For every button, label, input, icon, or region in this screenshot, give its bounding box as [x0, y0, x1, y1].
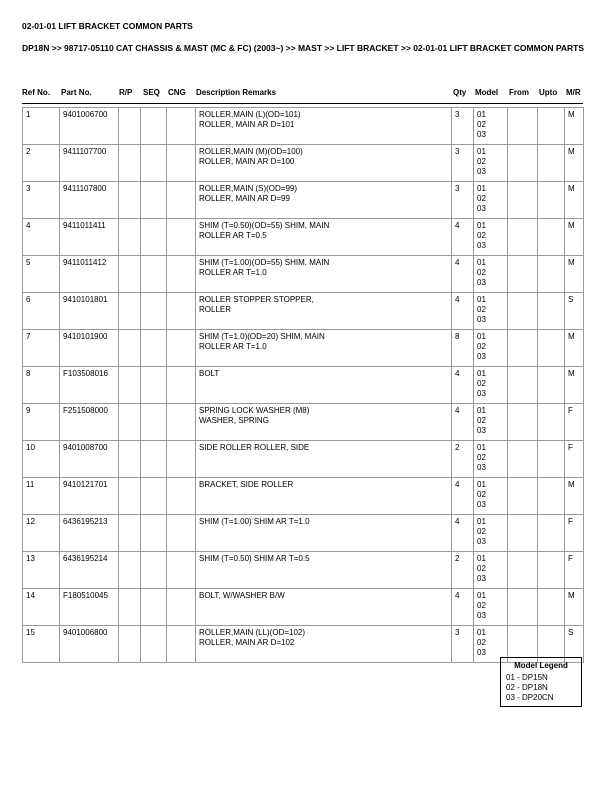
part-no: F180510045	[60, 589, 119, 626]
cng-cell	[167, 478, 196, 515]
ref-no: 7	[23, 330, 60, 367]
ref-no: 4	[23, 219, 60, 256]
model: 01 02 03	[474, 478, 508, 515]
from-cell	[508, 219, 538, 256]
cng-cell	[167, 145, 196, 182]
cng-cell	[167, 293, 196, 330]
mr: M	[565, 367, 584, 404]
header-divider	[22, 103, 583, 104]
part-no: 9411011411	[60, 219, 119, 256]
seq-cell	[141, 441, 167, 478]
from-cell	[508, 108, 538, 145]
rp-cell	[119, 182, 141, 219]
part-no: 9411011412	[60, 256, 119, 293]
ref-no: 10	[23, 441, 60, 478]
rp-cell	[119, 515, 141, 552]
seq-cell	[141, 626, 167, 663]
model: 01 02 03	[474, 589, 508, 626]
model-legend	[500, 657, 582, 707]
seq-cell	[141, 515, 167, 552]
header-desc: Description Remarks	[196, 88, 277, 97]
upto-cell	[538, 552, 565, 589]
rp-cell	[119, 404, 141, 441]
part-no: 9410101801	[60, 293, 119, 330]
model: 01 02 03	[474, 145, 508, 182]
cng-cell	[167, 626, 196, 663]
seq-cell	[141, 256, 167, 293]
qty: 4	[452, 515, 474, 552]
mr: M	[565, 330, 584, 367]
page-title: 02-01-01 LIFT BRACKET COMMON PARTS	[22, 21, 193, 31]
upto-cell	[538, 441, 565, 478]
seq-cell	[141, 552, 167, 589]
description: SHIM (T=0.50) SHIM AR T=0.5	[196, 552, 452, 589]
legend-item: 03 - DP20CN	[506, 693, 554, 702]
ref-no: 2	[23, 145, 60, 182]
ref-no: 9	[23, 404, 60, 441]
table-row	[23, 330, 584, 367]
model: 01 02 03	[474, 367, 508, 404]
cng-cell	[167, 108, 196, 145]
description: ROLLER,MAIN (L)(OD=101) ROLLER, MAIN AR D=101	[196, 108, 452, 145]
model: 01 02 03	[474, 108, 508, 145]
description: SHIM (T=1.00)(OD=55) SHIM, MAIN ROLLER AR T=1.0	[196, 256, 452, 293]
ref-no: 14	[23, 589, 60, 626]
seq-cell	[141, 404, 167, 441]
rp-cell	[119, 478, 141, 515]
upto-cell	[538, 145, 565, 182]
parts-table	[22, 107, 584, 663]
upto-cell	[538, 478, 565, 515]
description: SHIM (T=1.00) SHIM AR T=1.0	[196, 515, 452, 552]
ref-no: 3	[23, 182, 60, 219]
mr: S	[565, 626, 584, 663]
table-row	[23, 404, 584, 441]
seq-cell	[141, 589, 167, 626]
header-ref: Ref No.	[22, 88, 50, 97]
rp-cell	[119, 330, 141, 367]
ref-no: 1	[23, 108, 60, 145]
part-no: 9411107800	[60, 182, 119, 219]
description: SPRING LOCK WASHER (M8) WASHER, SPRING	[196, 404, 452, 441]
description: SHIM (T=1.0)(OD=20) SHIM, MAIN ROLLER AR T=1.0	[196, 330, 452, 367]
model: 01 02 03	[474, 256, 508, 293]
cng-cell	[167, 404, 196, 441]
mr: F	[565, 552, 584, 589]
cng-cell	[167, 219, 196, 256]
rp-cell	[119, 293, 141, 330]
legend-item: 02 - DP18N	[506, 683, 548, 692]
part-no: 6436195213	[60, 515, 119, 552]
header-part: Part No.	[61, 88, 92, 97]
upto-cell	[538, 515, 565, 552]
cng-cell	[167, 589, 196, 626]
ref-no: 12	[23, 515, 60, 552]
header-qty: Qty	[453, 88, 467, 97]
table-row	[23, 256, 584, 293]
mr: M	[565, 256, 584, 293]
from-cell	[508, 256, 538, 293]
rp-cell	[119, 256, 141, 293]
model: 01 02 03	[474, 219, 508, 256]
from-cell	[508, 515, 538, 552]
seq-cell	[141, 219, 167, 256]
from-cell	[508, 145, 538, 182]
mr: F	[565, 404, 584, 441]
upto-cell	[538, 219, 565, 256]
rp-cell	[119, 219, 141, 256]
from-cell	[508, 367, 538, 404]
mr: F	[565, 515, 584, 552]
from-cell	[508, 589, 538, 626]
ref-no: 15	[23, 626, 60, 663]
table-row	[23, 219, 584, 256]
upto-cell	[538, 256, 565, 293]
qty: 2	[452, 552, 474, 589]
header-seq: SEQ	[143, 88, 160, 97]
part-no: 9411107700	[60, 145, 119, 182]
qty: 4	[452, 478, 474, 515]
qty: 4	[452, 256, 474, 293]
rp-cell	[119, 367, 141, 404]
header-mr: M/R	[566, 88, 581, 97]
qty: 4	[452, 219, 474, 256]
seq-cell	[141, 293, 167, 330]
from-cell	[508, 330, 538, 367]
mr: M	[565, 145, 584, 182]
ref-no: 13	[23, 552, 60, 589]
part-no: 9410121701	[60, 478, 119, 515]
legend-item: 01 - DP15N	[506, 673, 548, 682]
qty: 3	[452, 145, 474, 182]
ref-no: 5	[23, 256, 60, 293]
part-no: F103508016	[60, 367, 119, 404]
qty: 4	[452, 404, 474, 441]
seq-cell	[141, 145, 167, 182]
header-model: Model	[475, 88, 499, 97]
table-row	[23, 478, 584, 515]
upto-cell	[538, 182, 565, 219]
table-row	[23, 515, 584, 552]
part-no: 9401006800	[60, 626, 119, 663]
table-row	[23, 552, 584, 589]
description: ROLLER,MAIN (S)(OD=99) ROLLER, MAIN AR D=99	[196, 182, 452, 219]
description: BRACKET, SIDE ROLLER	[196, 478, 452, 515]
ref-no: 8	[23, 367, 60, 404]
ref-no: 11	[23, 478, 60, 515]
model: 01 02 03	[474, 330, 508, 367]
upto-cell	[538, 404, 565, 441]
description: ROLLER,MAIN (LL)(OD=102) ROLLER, MAIN AR D=102	[196, 626, 452, 663]
seq-cell	[141, 182, 167, 219]
description: BOLT, W/WASHER B/W	[196, 589, 452, 626]
table-row	[23, 441, 584, 478]
upto-cell	[538, 367, 565, 404]
cng-cell	[167, 441, 196, 478]
table-row	[23, 145, 584, 182]
from-cell	[508, 404, 538, 441]
qty: 2	[452, 441, 474, 478]
header-rp: R/P	[119, 88, 133, 97]
legend-title: Model Legend	[514, 661, 568, 670]
model: 01 02 03	[474, 441, 508, 478]
breadcrumb: DP18N >> 98717-05110 CAT CHASSIS & MAST (MC & FC) (2003~) >> MAST >> LIFT BRACKET >> 02-01-01 LIFT BRACKET COMMON PARTS	[22, 43, 584, 53]
model: 01 02 03	[474, 626, 508, 663]
header-from: From	[509, 88, 529, 97]
cng-cell	[167, 182, 196, 219]
model: 01 02 03	[474, 404, 508, 441]
description: SIDE ROLLER ROLLER, SIDE	[196, 441, 452, 478]
mr: M	[565, 589, 584, 626]
rp-cell	[119, 441, 141, 478]
qty: 4	[452, 367, 474, 404]
part-no: 9401008700	[60, 441, 119, 478]
rp-cell	[119, 145, 141, 182]
part-no: 6436195214	[60, 552, 119, 589]
description: ROLLER STOPPER STOPPER, ROLLER	[196, 293, 452, 330]
mr: M	[565, 182, 584, 219]
qty: 3	[452, 108, 474, 145]
cng-cell	[167, 330, 196, 367]
mr: S	[565, 293, 584, 330]
from-cell	[508, 552, 538, 589]
mr: F	[565, 441, 584, 478]
description: ROLLER,MAIN (M)(OD=100) ROLLER, MAIN AR D=100	[196, 145, 452, 182]
from-cell	[508, 293, 538, 330]
model: 01 02 03	[474, 293, 508, 330]
rp-cell	[119, 552, 141, 589]
part-no: F251508000	[60, 404, 119, 441]
from-cell	[508, 478, 538, 515]
qty: 3	[452, 182, 474, 219]
part-no: 9410101900	[60, 330, 119, 367]
mr: M	[565, 478, 584, 515]
header-upto: Upto	[539, 88, 558, 97]
model: 01 02 03	[474, 515, 508, 552]
description: SHIM (T=0.50)(OD=55) SHIM, MAIN ROLLER AR T=0.5	[196, 219, 452, 256]
upto-cell	[538, 293, 565, 330]
qty: 4	[452, 589, 474, 626]
upto-cell	[538, 108, 565, 145]
part-no: 9401006700	[60, 108, 119, 145]
rp-cell	[119, 108, 141, 145]
cng-cell	[167, 515, 196, 552]
rp-cell	[119, 626, 141, 663]
cng-cell	[167, 256, 196, 293]
from-cell	[508, 182, 538, 219]
qty: 3	[452, 626, 474, 663]
table-row	[23, 293, 584, 330]
from-cell	[508, 441, 538, 478]
upto-cell	[538, 589, 565, 626]
cng-cell	[167, 552, 196, 589]
qty: 4	[452, 293, 474, 330]
seq-cell	[141, 108, 167, 145]
mr: M	[565, 219, 584, 256]
table-row	[23, 108, 584, 145]
cng-cell	[167, 367, 196, 404]
seq-cell	[141, 330, 167, 367]
table-row	[23, 182, 584, 219]
upto-cell	[538, 330, 565, 367]
ref-no: 6	[23, 293, 60, 330]
header-cng: CNG	[168, 88, 186, 97]
seq-cell	[141, 478, 167, 515]
table-row	[23, 589, 584, 626]
model: 01 02 03	[474, 182, 508, 219]
mr: M	[565, 108, 584, 145]
qty: 8	[452, 330, 474, 367]
model: 01 02 03	[474, 552, 508, 589]
table-row	[23, 367, 584, 404]
seq-cell	[141, 367, 167, 404]
rp-cell	[119, 589, 141, 626]
description: BOLT	[196, 367, 452, 404]
